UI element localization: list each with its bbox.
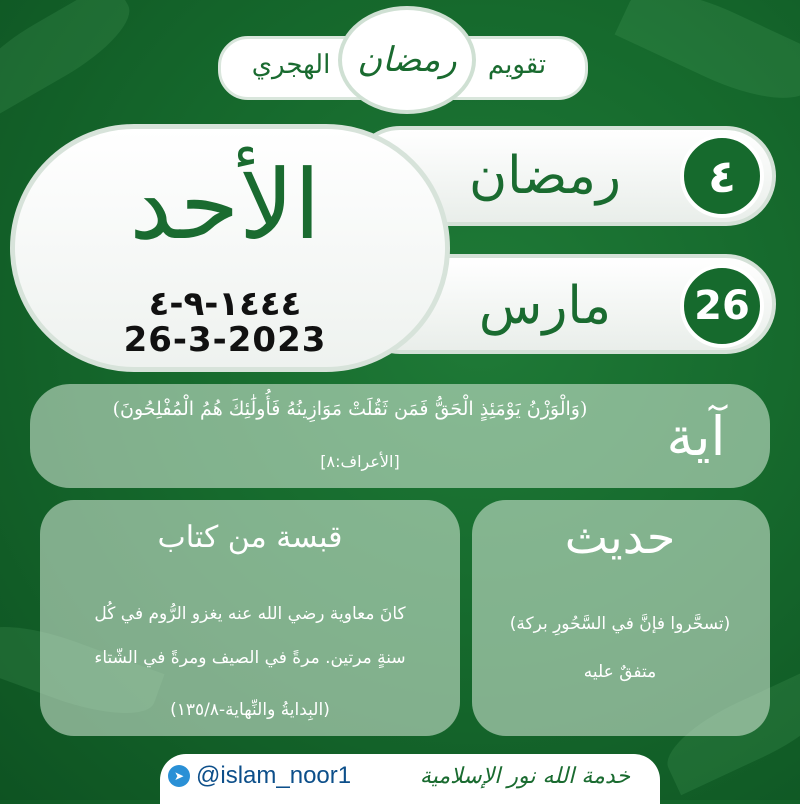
book-quote-line2: سنةٍ مرتين. مرةً في الصيف ومرةً في الشّتاء [94,648,406,668]
hadith-title: حديث [564,510,676,564]
header-left-text: الهجري [251,50,331,80]
gregorian-month: مارس [478,276,612,336]
hadith-text: (تسحَّروا فإنَّ في السَّحُورِ بركة) [509,614,731,634]
day-name: الأحد [129,149,321,261]
hijri-month: رمضان [468,146,622,206]
header-right-text: تقويم [487,50,547,80]
telegram-icon: ➤ [168,765,190,787]
book-quote-line1: كانَ معاوية رضي الله عنه يغزو الرُّوم في كُل [94,604,406,624]
book-quote-ref: (البِدايةُ والنِّهاية-١٣٥/٨) [170,700,330,720]
hijri-day: ٤ [680,134,764,218]
background-leaf [0,0,143,121]
hadith-ref: متفقٌ عليه [583,662,657,682]
hijri-date: ١٤٤٤-٩-٤ [148,284,302,324]
ayah-ref: [الأعراف:٨] [320,452,400,471]
ayah-text: (وَالْوَزْنُ يَوْمَئِذٍ الْحَقُّ فَمَن ثَقُلَتْ مَوَازِينُهُ فَأُولَٰئِكَ هُمُ الْمُفْلِحُونَ) [112,398,588,420]
header-badge: رمضان [338,6,476,114]
book-quote-title: قبسة من كتاب [157,520,343,555]
footer-service: خدمة الله نور الإسلامية [419,763,631,789]
background-leaf [615,0,800,119]
telegram-handle[interactable] [168,760,351,792]
gregorian-day: 26 [680,264,764,348]
gregorian-date: 26-3-2023 [123,320,327,360]
ayah-title: آية [666,404,726,468]
handle-text: @islam_noor1 [196,762,352,789]
